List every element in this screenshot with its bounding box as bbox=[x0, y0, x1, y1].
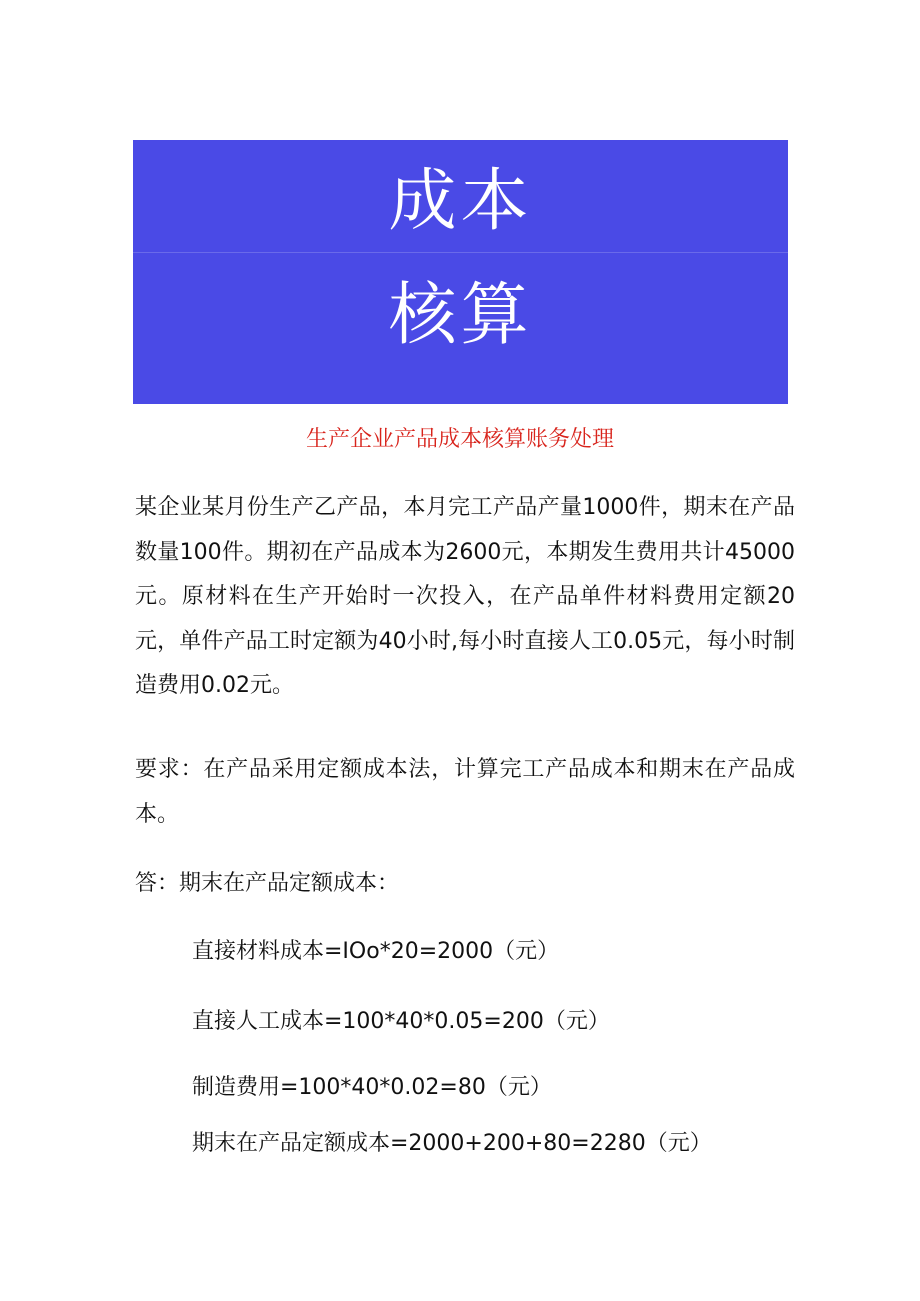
calc-direct-labor: 直接人工成本=100*40*0.05=200（元） bbox=[192, 1009, 610, 1034]
calc-direct-material: 直接材料成本=IOo*20=2000（元） bbox=[192, 939, 560, 964]
cover-banner bbox=[133, 140, 788, 404]
problem-statement: 某企业某月份生产乙产品，本月完工产品产量1000件，期末在产品数量100件。期初在产品成本为2600元，本期发生费用共计45000元。原材料在生产开始时一次投入，在产品单件材料费用定额20元，单件产品工时定额为40小时,每小时直接人工0.05元，每小时制造费用0.02元。 bbox=[135, 495, 795, 698]
answer-heading: 答：期末在产品定额成本： bbox=[135, 871, 400, 896]
document-subtitle: 生产企业产品成本核算账务处理 bbox=[305, 427, 614, 452]
cover-title-line2: 核算 bbox=[388, 276, 533, 355]
calc-ending-wip-total: 期末在产品定额成本=2000+200+80=2280（元） bbox=[192, 1131, 712, 1156]
cover-title-line1: 成本 bbox=[388, 162, 533, 241]
requirement-text: 要求：在产品采用定额成本法，计算完工产品成本和期末在产品成本。 bbox=[135, 757, 795, 827]
banner-divider bbox=[133, 252, 788, 253]
calc-manufacturing-overhead: 制造费用=100*40*0.02=80（元） bbox=[192, 1075, 552, 1100]
